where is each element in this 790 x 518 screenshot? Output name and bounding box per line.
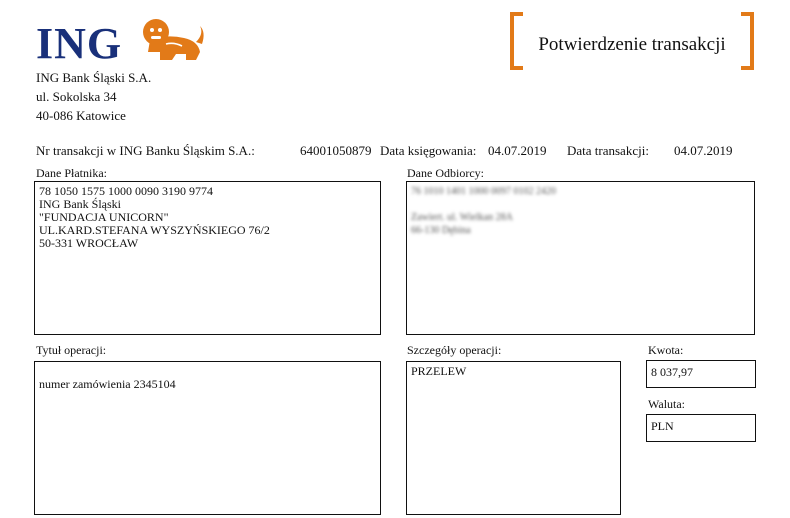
recipient-spacer xyxy=(411,198,750,211)
bank-street: ul. Sokolska 34 xyxy=(36,89,117,104)
payer-account: 78 1050 1575 1000 0090 3190 9774 xyxy=(39,184,213,198)
currency-label: Waluta: xyxy=(648,397,686,411)
amount-value: 8 037,97 xyxy=(651,365,693,379)
document-title-box xyxy=(509,12,755,70)
recipient-account: 76 1010 1401 1000 0097 0102 2420 xyxy=(411,186,556,197)
bank-name: ING Bank Śląski S.A. xyxy=(36,70,152,85)
operation-title-label: Tytuł operacji: xyxy=(36,343,107,357)
transaction-date-label: Data transakcji: xyxy=(567,143,649,158)
brand-logo-text: ING xyxy=(36,19,123,68)
transaction-date-value: 04.07.2019 xyxy=(674,143,733,158)
bank-address xyxy=(36,68,151,125)
document-title: Potwierdzenie transakcji xyxy=(538,34,726,55)
amount-box xyxy=(646,360,756,388)
recipient-city: 66-130 Dębina xyxy=(411,225,471,236)
currency-value: PLN xyxy=(651,419,674,433)
payer-label: Dane Płatnika: xyxy=(36,166,107,180)
operation-details-value: PRZELEW xyxy=(411,364,467,378)
booking-date-value: 04.07.2019 xyxy=(488,143,547,158)
lion-logo-icon xyxy=(136,16,206,66)
operation-details-label: Szczegóły operacji: xyxy=(407,343,502,357)
bank-city: 40-086 Katowice xyxy=(36,108,126,123)
operation-title-box xyxy=(34,361,381,515)
operation-title-value: numer zamówienia 2345104 xyxy=(39,377,176,391)
transaction-number-label: Nr transakcji w ING Banku Śląskim S.A.: xyxy=(36,143,255,158)
currency-box xyxy=(646,414,756,442)
payer-name: "FUNDACJA UNICORN" xyxy=(39,210,169,224)
amount-label: Kwota: xyxy=(648,343,684,357)
payer-city: 50-331 WROCŁAW xyxy=(39,236,139,250)
payer-box xyxy=(34,181,381,335)
recipient-label: Dane Odbiorcy: xyxy=(407,166,484,180)
operation-details-box xyxy=(406,361,621,515)
payer-bank: ING Bank Śląski xyxy=(39,197,121,211)
booking-date-label: Data księgowania: xyxy=(380,143,477,158)
recipient-box xyxy=(406,181,755,335)
transaction-number-value: 64001050879 xyxy=(300,143,372,158)
recipient-street: Zawiert. ul. Wielkan 28A xyxy=(411,212,513,223)
payer-street: UL.KARD.STEFANA WYSZYŃSKIEGO 76/2 xyxy=(39,223,270,237)
